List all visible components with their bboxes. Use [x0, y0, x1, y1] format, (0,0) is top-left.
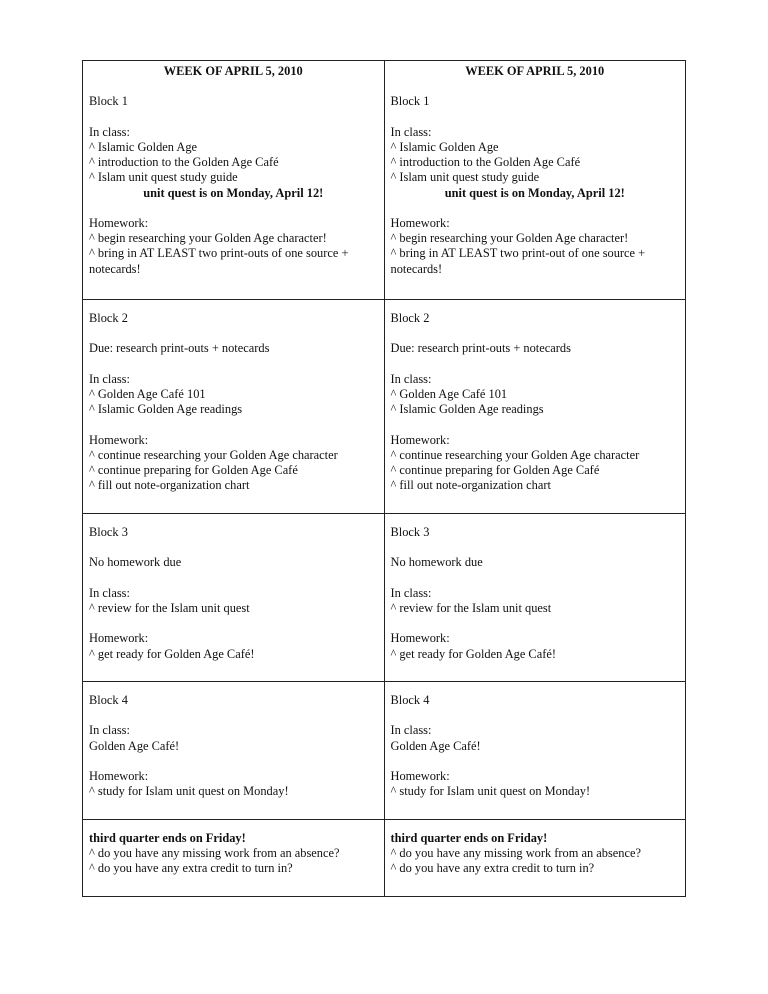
list-item: ^ do you have any missing work from an absence?: [89, 846, 340, 861]
list-item: ^ study for Islam unit quest on Monday!: [89, 784, 289, 799]
block-1-row: [83, 61, 686, 300]
list-item: Golden Age Café!: [89, 738, 180, 753]
list-item: ^ review for the Islam unit quest: [89, 600, 250, 615]
list-item: ^ introduction to the Golden Age Café: [89, 155, 279, 170]
list-item: ^ fill out note-organization chart: [89, 478, 250, 493]
list-item: ^ continue researching your Golden Age character: [390, 447, 640, 462]
block-2-row: [83, 300, 686, 514]
list-item: ^ do you have any extra credit to turn in?: [390, 861, 595, 876]
closing-title: third quarter ends on Friday!: [390, 831, 548, 845]
closing-cell-left: [83, 820, 385, 897]
homework-label: Homework:: [390, 631, 450, 646]
due-text: Due: research print-outs + notecards: [390, 341, 571, 356]
block-label: Block 3: [390, 525, 430, 539]
homework-label: Homework:: [390, 432, 450, 447]
schedule-table: [82, 60, 686, 897]
list-item: ^ Islamic Golden Age: [390, 139, 499, 154]
block-label: Block 1: [89, 94, 128, 109]
due-text: No homework due: [89, 555, 182, 570]
homework-label: Homework:: [89, 631, 149, 646]
week-title: WEEK OF APRIL 5, 2010: [465, 64, 605, 78]
list-item: ^ bring in AT LEAST two print-out of one source + notecards!: [390, 246, 646, 276]
list-item: ^ do you have any missing work from an absence?: [390, 846, 641, 861]
closing-title: third quarter ends on Friday!: [89, 831, 246, 845]
list-item: ^ get ready for Golden Age Café!: [390, 646, 556, 661]
due-text: Due: research print-outs + notecards: [89, 341, 270, 356]
list-item: ^ begin researching your Golden Age character!: [89, 231, 327, 246]
block-label: Block 1: [390, 94, 430, 109]
block-1-cell-right: [384, 61, 686, 300]
due-text: No homework due: [390, 555, 483, 570]
list-item: ^ introduction to the Golden Age Café: [390, 155, 581, 170]
closing-row: [83, 820, 686, 897]
block-label: Block 2: [390, 311, 430, 325]
list-item: ^ Islamic Golden Age: [89, 139, 198, 154]
in-class-label: In class:: [390, 585, 432, 600]
block-4-cell-right: [384, 682, 686, 820]
list-item: ^ continue preparing for Golden Age Café: [390, 462, 600, 477]
block-3-cell-right: [384, 514, 686, 682]
list-item: ^ Islamic Golden Age readings: [390, 402, 544, 417]
block-3-row: [83, 514, 686, 682]
block-label: Block 3: [89, 525, 128, 539]
homework-label: Homework:: [89, 215, 149, 230]
in-class-label: In class:: [89, 371, 130, 386]
block-4-cell-left: [83, 682, 385, 820]
list-item: ^ study for Islam unit quest on Monday!: [390, 784, 591, 799]
homework-label: Homework:: [89, 432, 149, 447]
list-item: ^ fill out note-organization chart: [390, 478, 551, 493]
list-item: ^ Islam unit quest study guide: [390, 170, 540, 185]
list-item: ^ Golden Age Café 101: [390, 386, 508, 401]
in-class-label: In class:: [390, 723, 432, 738]
block-2-cell-right: [384, 300, 686, 514]
block-3-cell-left: [83, 514, 385, 682]
list-item: ^ Islam unit quest study guide: [89, 170, 238, 185]
homework-label: Homework:: [89, 768, 149, 783]
list-item: ^ Golden Age Café 101: [89, 386, 206, 401]
block-1-cell-left: [83, 61, 385, 300]
list-item: ^ bring in AT LEAST two print-outs of one source + notecards!: [89, 246, 349, 276]
in-class-label: In class:: [390, 124, 432, 139]
in-class-label: In class:: [89, 723, 130, 738]
list-item: ^ begin researching your Golden Age character!: [390, 231, 629, 246]
in-class-label: In class:: [89, 124, 130, 139]
block-2-cell-left: [83, 300, 385, 514]
block-label: Block 4: [89, 693, 128, 707]
block-label: Block 2: [89, 311, 128, 325]
list-item: ^ continue preparing for Golden Age Café: [89, 462, 298, 477]
block-label: Block 4: [390, 693, 430, 707]
homework-label: Homework:: [390, 215, 450, 230]
list-item: ^ do you have any extra credit to turn in?: [89, 861, 293, 876]
quest-note: unit quest is on Monday, April 12!: [444, 185, 625, 200]
list-item: ^ review for the Islam unit quest: [390, 600, 552, 615]
homework-label: Homework:: [390, 768, 450, 783]
quest-note: unit quest is on Monday, April 12!: [143, 185, 324, 200]
in-class-label: In class:: [390, 371, 432, 386]
week-title: WEEK OF APRIL 5, 2010: [163, 64, 303, 78]
list-item: Golden Age Café!: [390, 738, 481, 753]
list-item: ^ continue researching your Golden Age character: [89, 447, 338, 462]
list-item: ^ Islamic Golden Age readings: [89, 402, 243, 417]
block-4-row: [83, 682, 686, 820]
in-class-label: In class:: [89, 585, 130, 600]
list-item: ^ get ready for Golden Age Café!: [89, 646, 255, 661]
closing-cell-right: [384, 820, 686, 897]
